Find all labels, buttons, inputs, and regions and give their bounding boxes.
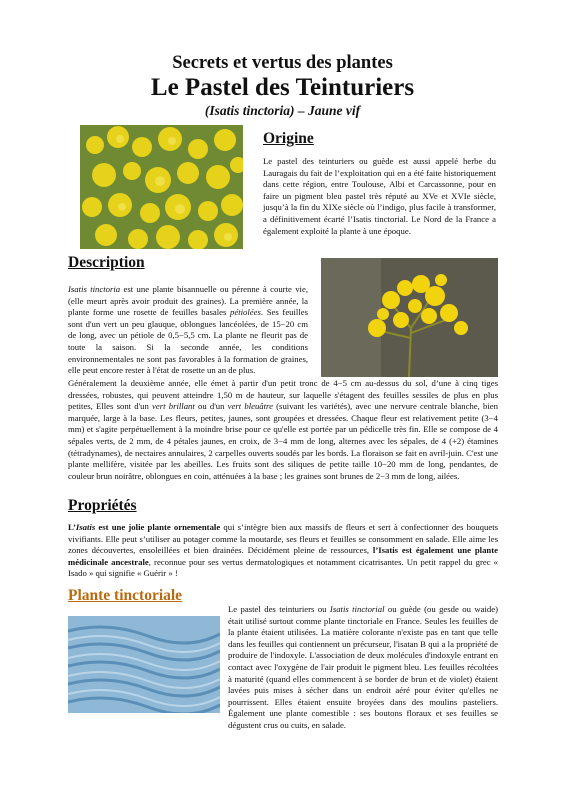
proprietes-bold-1b: est une jolie plante ornementale [95, 522, 221, 532]
latin-name: Isatis tinctoria [68, 284, 121, 294]
term-petiolees: pétiolées [230, 307, 261, 318]
heading-plante-tinctoriale: Plante tinctoriale [68, 587, 183, 604]
term-vert-bleuatre: vert bleuâtre [227, 401, 273, 412]
description-p2-a: Généralement la deuxième année, elle émet à partir d'un petit tronc de 4−5 cm au-dessus du sol, d’une à cinq tiges dressées, robustes, qui peuvent atteindre 1,50 m de hauteur, sur laquelle s'étagent des feuilles sessiles de plus en plus petites, Elles sont d'un [68, 378, 498, 412]
description-paragraph-1 [68, 284, 308, 377]
heading-description: Description [68, 254, 145, 271]
tinctoriale-text-a: Le pastel des teinturiers ou [228, 604, 330, 614]
description-p1-b: . Ses feuilles sont d'un vert un peu glauque, oblongues lancéolées, de 15−20 cm de long, avec un pétiole de 0,5−5,5 cm. La plante ne fleurit pas de toute la saison. Si la seconde année, les conditions environnementales ne sont pas favorables à la formation de graines, elle peut encore rester à l'état de rosette un an de plus. [68, 307, 308, 376]
tinctoriale-text [228, 604, 498, 732]
proprietes-bold-1a: L’ [68, 522, 76, 532]
description-paragraph-2 [68, 378, 498, 482]
origine-text: Le pastel des teinturiers ou guède est aussi appelé herbe du Lauragais du fait de l’exploitation qui en a été faite historiquement dans cette région, entre Toulouse, Albi et Carcassonne, pour en faire un pigment bleu pastel très réputé au XVe et XVIe siècle, jusqu’à la fin du XIXe siècle où l’indigo, plus facile à transformer, a définitivement écarté l’Isatis tinctorial. Le Nord de la France a également exploité la plante à une époque. [263, 156, 496, 236]
term-vert-brillant: vert brillant [152, 401, 195, 412]
page-subtitle: (Isatis tinctoria) – Jaune vif [204, 103, 361, 118]
heading-origine: Origine [263, 130, 314, 147]
page-supertitle: Secrets et vertus des plantes [172, 53, 393, 73]
subtitle-rest: – Jaune vif [294, 103, 361, 118]
subtitle-latin: Isatis tinctoria [209, 103, 291, 118]
proprietes-text-2: , reconnue pour ses vertus dermatologiques et notamment cicatrisantes. Un petit rappel du grec « Isado » qui signifie « Guérir » ! [68, 556, 498, 579]
page-title: Le Pastel des Teinturiers [150, 74, 415, 101]
proprietes-latin: Isatis [75, 522, 96, 532]
description-p2-c: (suivant les variétés), avec une nervure centrale blanche, bien marquée, large à la base. Les fleurs, petites, jaunes, sont groupées et dressées. Chaque fleur est relativement petite (3−4 mm) et s'agite perpétuellement à la moindre brise pour ce qu'elle est portée par un pédicelle très fin. Elle se compose de 4 sépales verts, de 2 mm, de 4 pétales jaunes, en croix, de 3−4 mm de long, alternes avec les sépales, de 4 (+2) étamines (tétradynames), de nectaires annulaires, 2 carpelles ouverts soudés par les bords. La floraison se fait en avril-juin. C'est une plante mellifère, visitée par les abeilles. Les fruits sont des siliques de petite taille 10−20 mm de long, pendantes, de couleur brun noirâtre, oblongues en coin, atténuées à la base ; les graines sont brunes de 2−3 mm de long, ailées. [68, 401, 498, 481]
proprietes-text [68, 522, 498, 580]
header [0, 52, 565, 119]
tinctoriale-latin: Isatis tinctorial [329, 604, 385, 614]
flowers-image-top [80, 125, 243, 249]
blue-wool-image [68, 616, 220, 713]
proprietes-bold-2: l’Isatis est également une plante médicinale ancestrale [68, 545, 498, 567]
proprietes-text-1: qui s’intègre bien aux massifs de fleurs et sert à confectionner des bouquets vivifiants. Elle peut s’utiliser au potager comme la moutarde, ses fleurs et feuilles se consomment en salade. Elle aime les zones découvertes, ensoleillées et bien drainées. Décidément pleine de ressources, [68, 522, 498, 556]
tinctoriale-text-b: ou guède (ou gesde ou waide) était utilisé surtout comme plante tinctoriale en France. Seules les feuilles de la plante étaient utilisées. La matière colorante n'existe pas en tant que telle dans les feuilles qui contiennent un précurseur, l'isatan B qui a la propriété de produire de l'indoxyle. L'association de deux molécules d'indoxyle entrant en contact avec l'oxygène de l'air produit le pigment bleu. Les feuilles récoltées à maturité (quand elles commencent à se border de brun et de violet) étaient lavées puis mises à sécher dans un endroit aéré pour éviter qu'elles ne pourrissent. Elles étaient ensuite broyées dans des moulins pasteliers. Également une plante comestible : ses boutons floraux et ses feuilles se dégustent crus ou cuits, en salade. [228, 604, 498, 730]
description-p2-b: ou d'un [194, 401, 228, 412]
heading-proprietes: Propriétés [68, 497, 137, 514]
flowers-image-closeup [321, 258, 498, 377]
description-p1-a: est une plante bisannuelle ou pérenne à courte vie, (elle meurt après avoir produit des graines). La première année, la plante forme une rosette de feuilles basales [68, 284, 308, 318]
